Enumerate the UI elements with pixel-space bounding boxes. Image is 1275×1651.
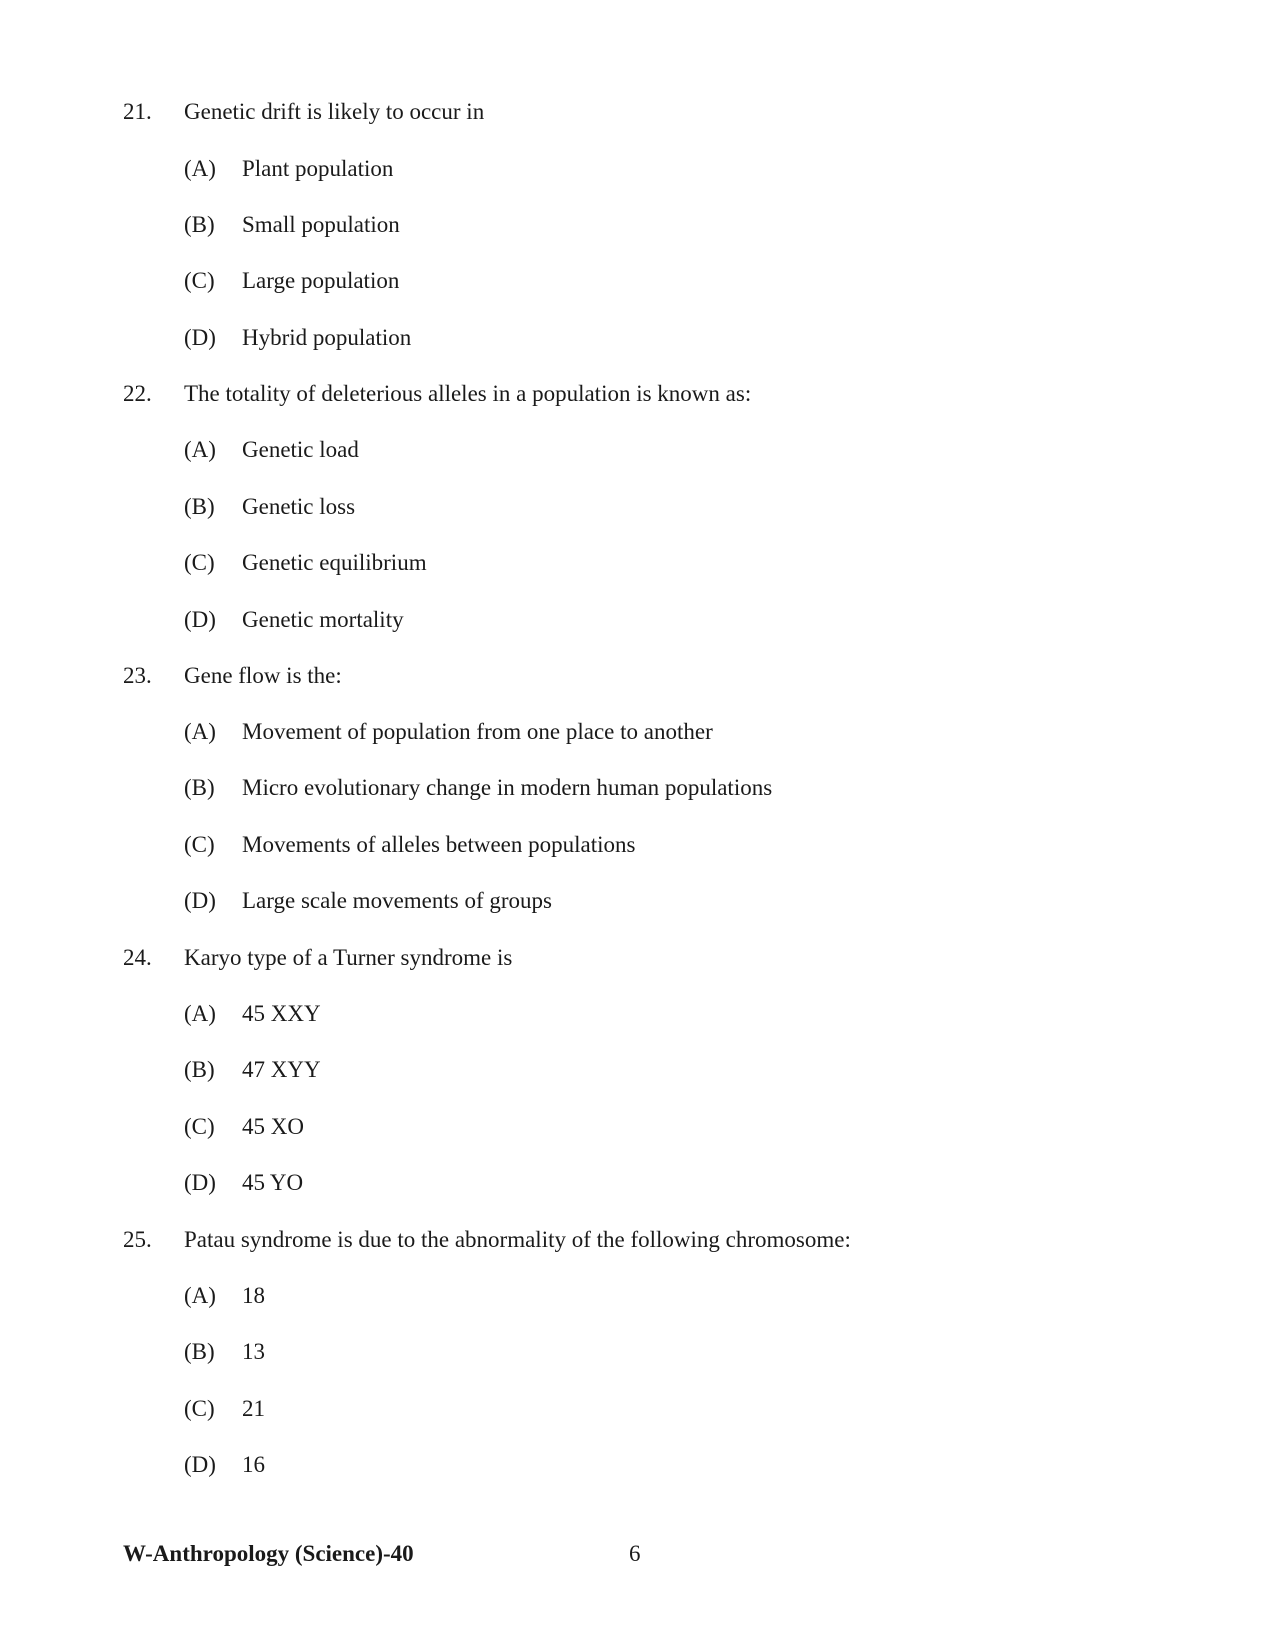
- option-letter: (C): [184, 1396, 215, 1421]
- option-text: Plant population: [242, 156, 394, 181]
- option-letter: (B): [184, 775, 215, 800]
- option-text: 45 XO: [242, 1114, 304, 1139]
- option-letter: (A): [184, 1283, 216, 1308]
- option-text: Genetic equilibrium: [242, 550, 427, 575]
- option-text: 16: [242, 1452, 265, 1477]
- option-text: Genetic mortality: [242, 607, 404, 632]
- question-number: 22.: [123, 381, 152, 406]
- question-text: The totality of deleterious alleles in a population is known as:: [184, 381, 752, 406]
- question-text: Gene flow is the:: [184, 663, 342, 688]
- option-letter: (A): [184, 156, 216, 181]
- option-text: 13: [242, 1339, 265, 1364]
- question-number: 21.: [123, 99, 152, 124]
- option-text: Movements of alleles between populations: [242, 832, 636, 857]
- option-letter: (C): [184, 1114, 215, 1139]
- option-letter: (B): [184, 1339, 215, 1364]
- option-text: 45 XXY: [242, 1001, 321, 1026]
- option-letter: (A): [184, 1001, 216, 1026]
- question-text: Genetic drift is likely to occur in: [184, 99, 485, 124]
- option-letter: (B): [184, 212, 215, 237]
- question-number: 24.: [123, 945, 152, 970]
- option-letter: (C): [184, 832, 215, 857]
- page-number: 6: [629, 1541, 641, 1566]
- option-text: Micro evolutionary change in modern human populations: [242, 775, 773, 800]
- option-letter: (D): [184, 1170, 216, 1195]
- question-text: Karyo type of a Turner syndrome is: [184, 945, 513, 970]
- option-text: Hybrid population: [242, 325, 412, 350]
- option-text: Large population: [242, 268, 400, 293]
- option-text: 18: [242, 1283, 265, 1308]
- option-text: Large scale movements of groups: [242, 888, 552, 913]
- question-number: 23.: [123, 663, 152, 688]
- option-text: 21: [242, 1396, 265, 1421]
- option-letter: (B): [184, 494, 215, 519]
- option-letter: (B): [184, 1057, 215, 1082]
- option-text: Movement of population from one place to another: [242, 719, 713, 744]
- question-text: Patau syndrome is due to the abnormality of the following chromosome:: [184, 1227, 851, 1252]
- option-text: Small population: [242, 212, 400, 237]
- footer-paper-title: W-Anthropology (Science)-40: [123, 1541, 414, 1566]
- option-letter: (D): [184, 1452, 216, 1477]
- question-number: 25.: [123, 1227, 152, 1252]
- option-letter: (A): [184, 719, 216, 744]
- option-text: Genetic load: [242, 437, 359, 462]
- option-text: 45 YO: [242, 1170, 304, 1195]
- option-letter: (C): [184, 550, 215, 575]
- option-letter: (A): [184, 437, 216, 462]
- option-letter: (D): [184, 888, 216, 913]
- option-text: Genetic loss: [242, 494, 356, 519]
- option-letter: (D): [184, 607, 216, 632]
- option-letter: (C): [184, 268, 215, 293]
- option-text: 47 XYY: [242, 1057, 321, 1082]
- option-letter: (D): [184, 325, 216, 350]
